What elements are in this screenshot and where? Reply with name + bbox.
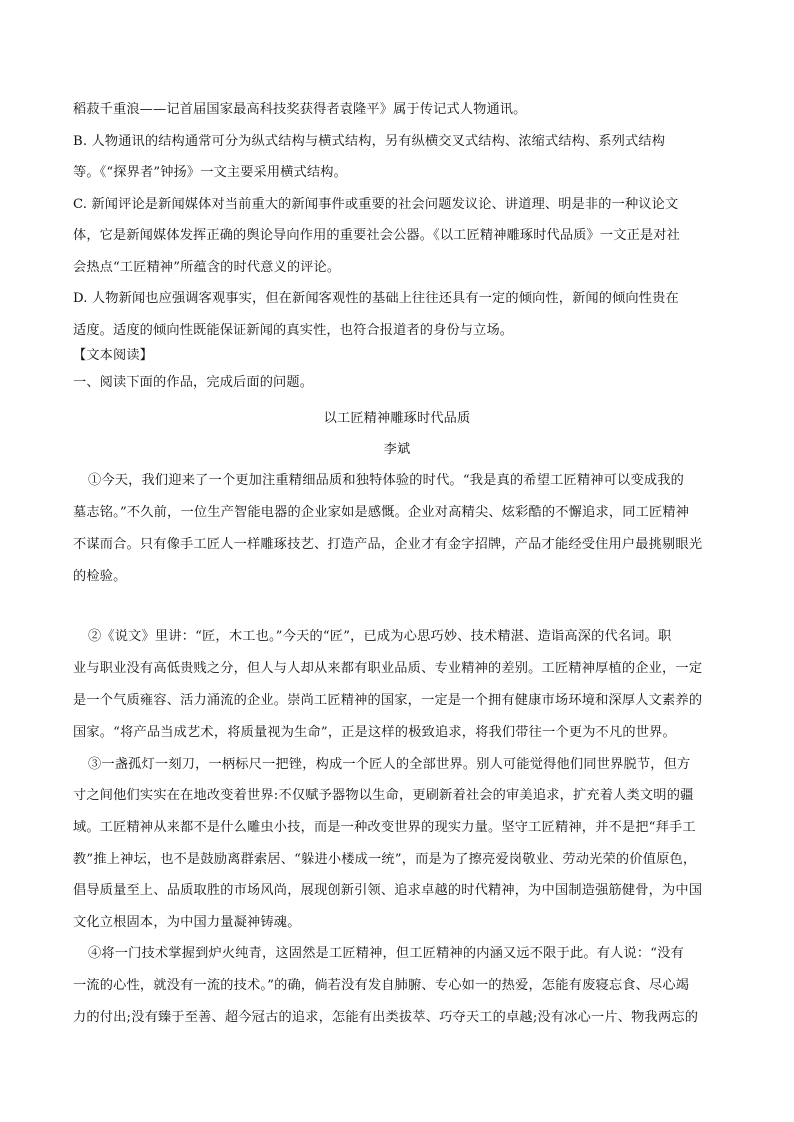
paragraph-line: 不谋而合。只有像手工匠人一样雕琢技艺、打造产品，企业才有金字招牌，产品才能经受住用户最挑剔眼光 — [73, 537, 703, 552]
option-a-continuation: 稻菽千重浪——记首届国家最高科技奖获得者袁隆平》属于传记式人物通讯。 — [73, 102, 527, 117]
option-c-line-2: 体，它是新闻媒体发挥正确的舆论导向作用的重要社会公器。《以工匠精神雕琢时代品质》一文正是对社 — [73, 228, 680, 243]
paragraph-line: ④将一门技术掌握到炉火纯青，这固然是工匠精神，但工匠精神的内涵又远不限于此。有人说：“没有 — [88, 946, 684, 961]
paragraph-line: 国家。“将产品当成艺术，将质量视为生命”，正是这样的极致追求，将我们带往一个更为不凡的世界。 — [73, 725, 676, 740]
option-c-line-1: C. 新闻评论是新闻媒体对当前重大的新闻事件或重要的社会问题发议论、讲道理、明是非的一种议论文 — [73, 197, 679, 212]
paragraph-line: 域。工匠精神从来都不是什么雕虫小技，而是一种改变世界的现实力量。坚守工匠精神，并不是把“拜手工 — [73, 820, 696, 835]
section-label: 【文本阅读】 — [73, 348, 154, 363]
paragraph-line: 是一个气质雍容、活力涌流的企业。崇尚工匠精神的国家，一定是一个拥有健康市场环境和深厚人文素养的 — [73, 693, 703, 708]
option-b-line-1: B. 人物通讯的结构通常可分为纵式结构与横式结构，另有纵横交叉式结构、浓缩式结构、系列式结构 — [73, 134, 666, 149]
paragraph-line: 教”推上神坛，也不是鼓励离群索居、“躲进小楼成一统”，而是为了擦亮爱岗敬业、劳动光荣的价值原色， — [73, 852, 697, 867]
option-c-line-3: 会热点“工匠精神”所蕴含的时代意义的评论。 — [73, 260, 341, 275]
paragraph-line: 倡导质量至上、品质取胜的市场风尚，展现创新引领、追求卓越的时代精神，为中国制造强筋健骨，为中国 — [73, 883, 703, 898]
paragraph-line: ①今天，我们迎来了一个更加注重精细品质和独特体验的时代。“我是真的希望工匠精神可以变成我的 — [88, 473, 684, 488]
paragraph-line: 业与职业没有高低贵贱之分，但人与人却从来都有职业品质、专业精神的差别。工匠精神厚植的企业，一定 — [73, 661, 703, 676]
paragraph-line: 墓志铭。”不久前，一位生产智能电器的企业家如是感慨。企业对高精尖、炫彩酷的不懈追求，同工匠精神 — [73, 505, 690, 520]
paragraph-line: ③一盏孤灯一刻刀，一柄标尺一把锉，构成一个匠人的全部世界。别人可能觉得他们同世界脱节，但方 — [88, 757, 691, 772]
option-b-line-2: 等。《“探界者”钟扬》一文主要采用横式结构。 — [73, 165, 347, 180]
option-d-line-2: 适度。适度的倾向性既能保证新闻的真实性，也符合报道者的身份与立场。 — [73, 323, 514, 338]
option-d-line-1: D. 人物新闻也应强调客观事实，但在新闻客观性的基础上往往还具有一定的倾向性，新闻的倾向性贵在 — [73, 291, 679, 306]
article-title: 以工匠精神雕琢时代品质 — [323, 411, 471, 426]
paragraph-line: 力的付出;没有臻于至善、超今冠古的追求，怎能有出类拔萃、巧夺天工的卓越;没有冰心一片、物我两忘的 — [73, 1010, 699, 1025]
paragraph-line: 文化立根固本，为中国力量凝神铸魂。 — [73, 915, 301, 930]
paragraph-line: 的检验。 — [73, 569, 127, 584]
paragraph-line: 一流的心性，就没有一流的技术。”的确，倘若没有发自肺腑、专心如一的热爱，怎能有废寝忘食、尽心竭 — [73, 978, 690, 993]
instruction: 一、阅读下面的作品，完成后面的问题。 — [73, 375, 314, 390]
paragraph-line: 寸之间他们实实在在地改变着世界:不仅赋予器物以生命，更刷新着社会的审美追求，扩充着人类文明的疆 — [73, 788, 694, 803]
article-author: 李斌 — [383, 442, 411, 457]
paragraph-line: ②《说文》里讲：“匠，木工也。”今天的“匠”，已成为心思巧妙、技术精湛、造诣高深的代名词。职 — [88, 629, 672, 644]
